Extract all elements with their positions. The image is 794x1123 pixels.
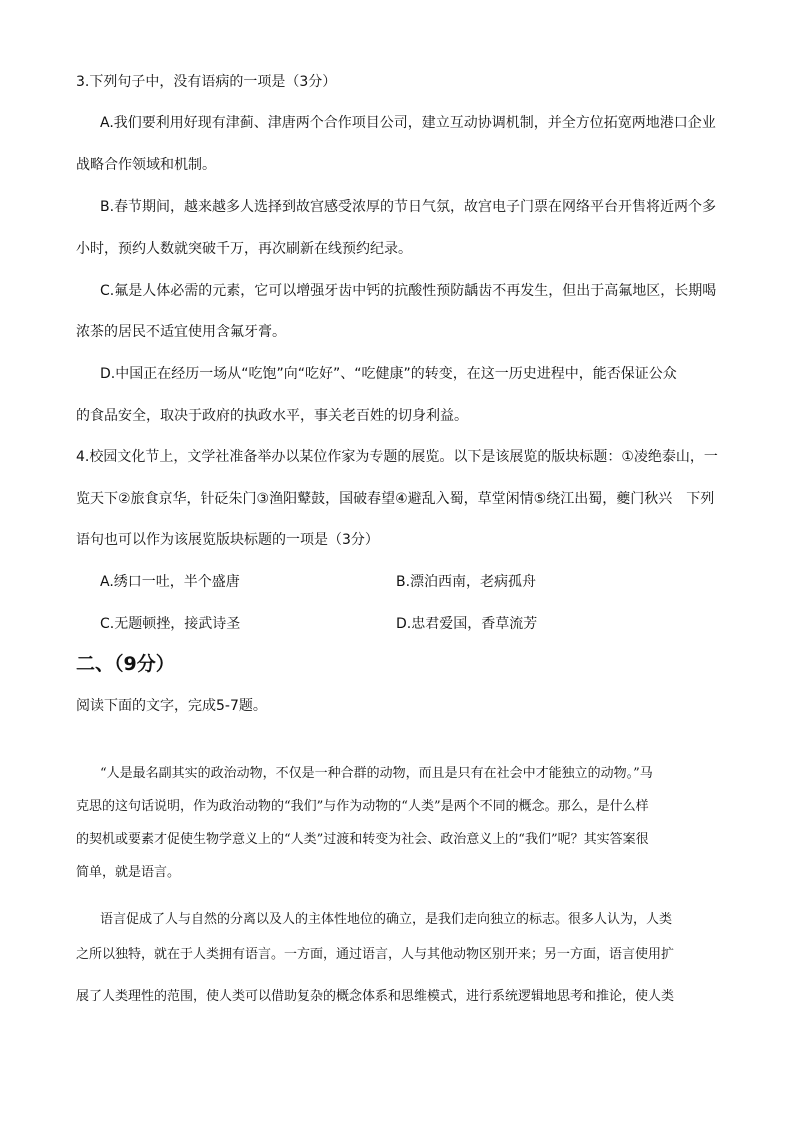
question-3-option-a-line1: A.我们要利用好现有津蓟、津唐两个合作项目公司，建立互动协调机制，并全方位拓宽两地港口企业 <box>100 115 716 131</box>
passage-p2-line3: 展了人类理性的范围，使人类可以借助复杂的概念体系和思维模式，进行系统逻辑地思考和推论，使人类 <box>76 989 675 1004</box>
question-3-option-c-line2: 浓茶的居民不适宜使用含氟牙膏。 <box>76 324 286 340</box>
passage-p1-line3: 的契机或要素才促使生物学意义上的“人类”过渡和转变为社会、政治意义上的“我们”呢？其实答案很 <box>76 832 649 847</box>
question-3-option-b-line2: 小时，预约人数就突破千万，再次刷新在线预约纪录。 <box>76 241 412 257</box>
section-2-heading: 二、（9分） <box>76 653 175 675</box>
question-4-option-c: C.无题顿挫，接武诗圣 <box>100 616 241 632</box>
question-4-stem-line2: 览天下②旅食京华，针砭朱门③渔阳鼙鼓，国破春望④避乱入蜀，草堂闲情⑤绕江出蜀，夔门秋兴 下列 <box>76 491 715 507</box>
passage-p1-line1: “人是最名副其实的政治动物，不仅是一种合群的动物，而且是只有在社会中才能独立的动物。”马 <box>100 766 653 781</box>
question-3-option-c-line1: C.氟是人体必需的元素，它可以增强牙齿中钙的抗酸性预防龋齿不再发生，但出于高氟地区，长期喝 <box>100 283 717 299</box>
passage-p2-line2: 之所以独特，就在于人类拥有语言。一方面，通过语言，人与其他动物区别开来；另一方面，语言使用扩 <box>76 947 675 962</box>
question-3-option-b-line1: B.春节期间，越来越多人选择到故宫感受浓厚的节日气氛，故宫电子门票在网络平台开售将近两个多 <box>100 199 717 215</box>
question-4-stem-line3: 语句也可以作为该展览版块标题的一项是（3分） <box>76 532 379 548</box>
passage-p1-line4: 简单，就是语言。 <box>76 865 181 880</box>
question-3-option-d-line1: D.中国正在经历一场从“吃饱”向“吃好”、“吃健康”的转变，在这一历史进程中，能否保证公众 <box>100 366 677 382</box>
question-4-option-d: D.忠君爱国，香草流芳 <box>396 616 538 632</box>
question-3-stem: 3.下列句子中，没有语病的一项是（3分） <box>76 74 337 90</box>
question-3-option-a-line2: 战略合作领域和机制。 <box>76 157 216 173</box>
section-2-instruction: 阅读下面的文字，完成5-7题。 <box>76 698 267 714</box>
question-3-option-d-line2: 的食品安全，取决于政府的执政水平，事关老百姓的切身利益。 <box>76 408 468 424</box>
question-4-option-b: B.漂泊西南，老病孤舟 <box>396 574 537 590</box>
question-4-option-a: A.绣口一吐，半个盛唐 <box>100 574 240 590</box>
passage-p2-line1: 语言促成了人与自然的分离以及人的主体性地位的确立，是我们走向独立的标志。很多人认为，人类 <box>100 912 673 927</box>
question-4-stem-line1: 4.校园文化节上，文学社准备举办以某位作家为专题的展览。以下是该展览的版块标题：①凌绝泰山，一 <box>76 449 718 465</box>
passage-p1-line2: 克思的这句话说明，作为政治动物的“我们”与作为动物的“人类”是两个不同的概念。那么，是什么样 <box>76 799 649 814</box>
